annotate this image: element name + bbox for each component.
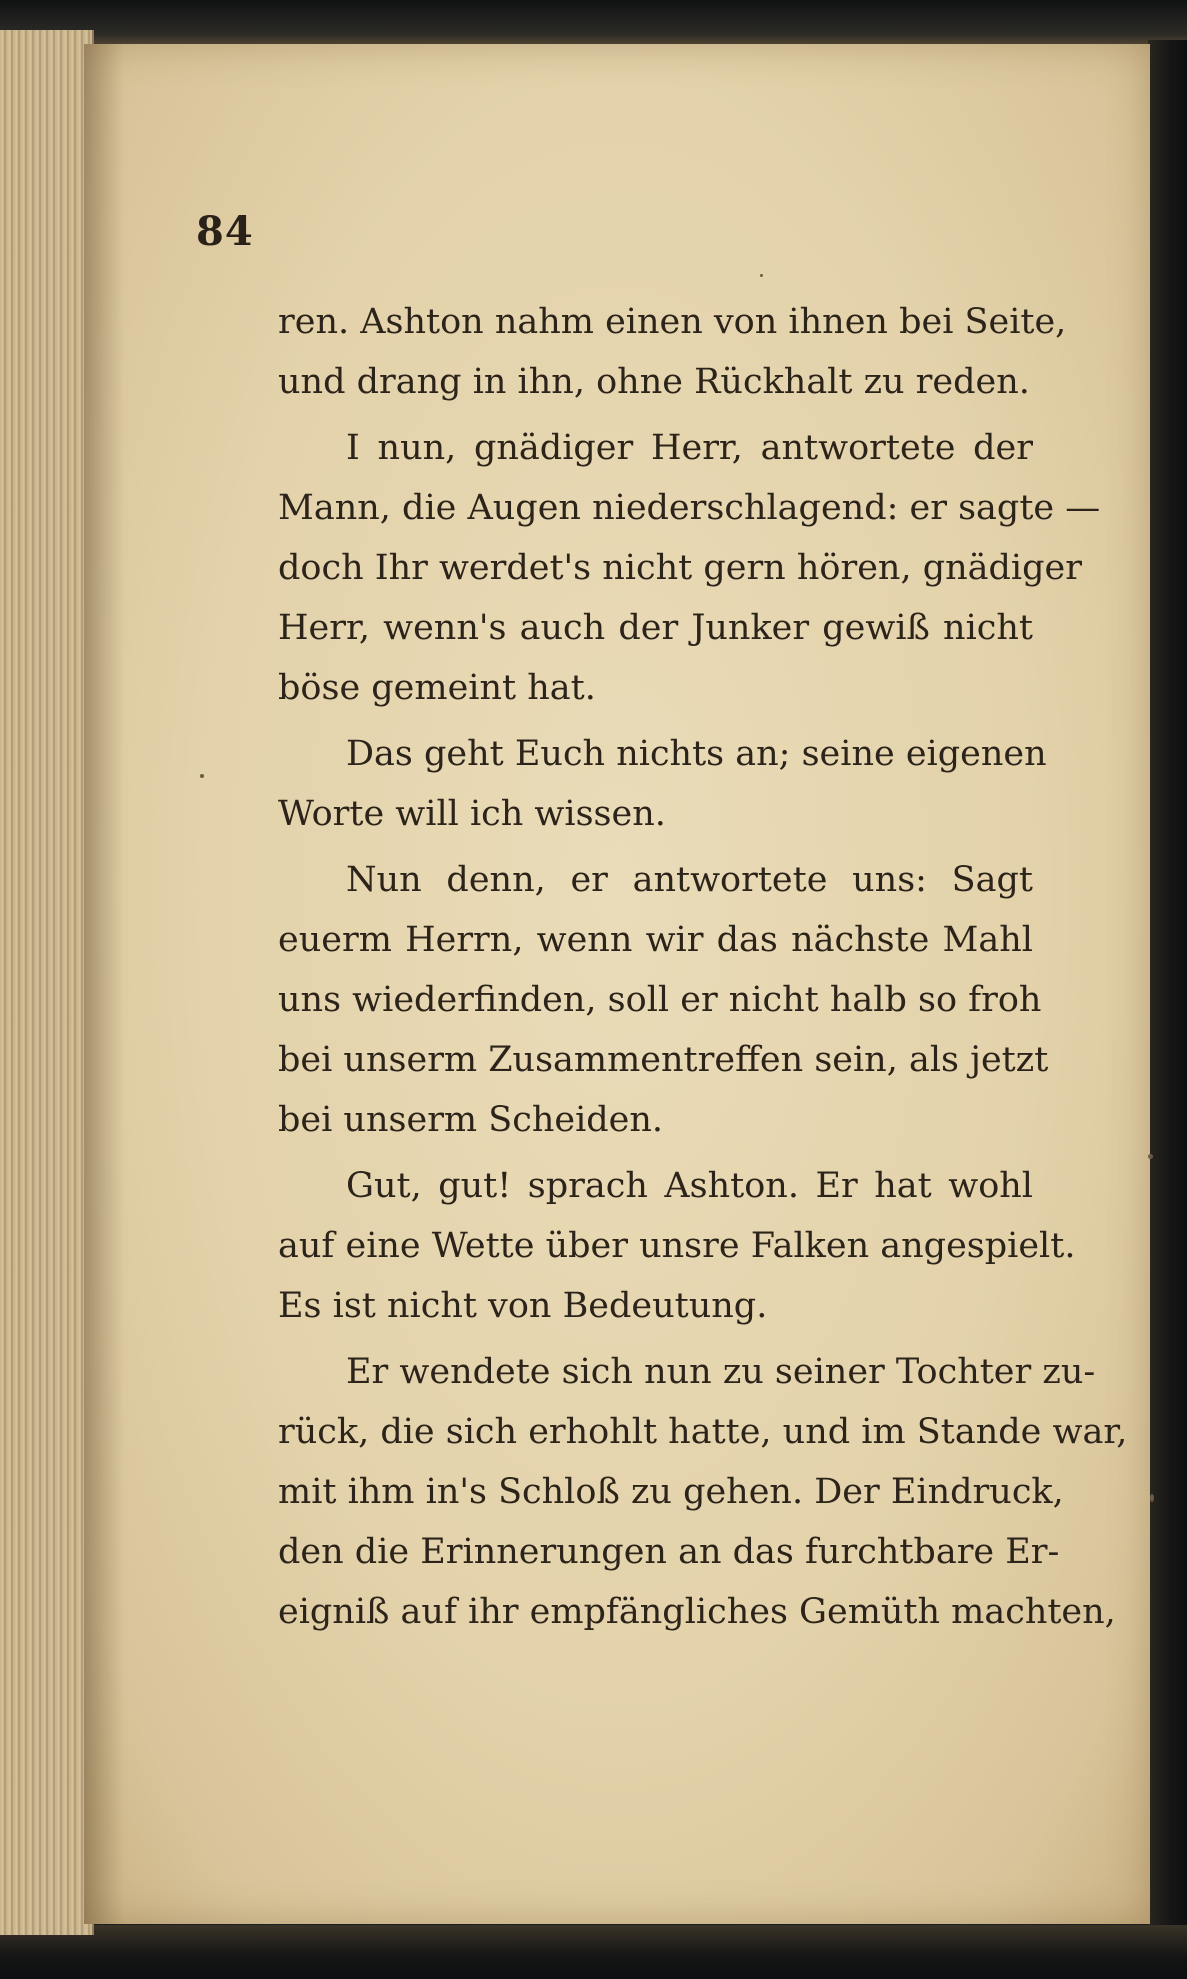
text-line: mit ihm in's Schloß zu gehen. Der Eindruck, <box>278 1472 1064 1512</box>
text-line: uns wiederfinden, soll er nicht halb so froh <box>278 980 1042 1020</box>
text-line: Nun denn, er antwortete uns: Sagt <box>346 860 1033 900</box>
paper-fleck <box>1150 1494 1154 1502</box>
text-line: den die Erinnerungen an das furchtbare Er- <box>278 1532 1060 1572</box>
text-line: ren. Ashton nahm einen von ihnen bei Seite, <box>278 302 1067 342</box>
body-text <box>278 292 1128 1642</box>
text-line: euerm Herrn, wenn wir das nächste Mahl <box>278 920 1033 960</box>
text-line: Worte will ich wissen. <box>278 794 666 834</box>
text-line: böse gemeint hat. <box>278 668 596 708</box>
paper-fleck <box>200 774 204 778</box>
text-line: Er wendete sich nun zu seiner Tochter zu- <box>346 1352 1096 1392</box>
text-line: und drang in ihn, ohne Rückhalt zu reden. <box>278 362 1030 402</box>
page-gutter-shadow <box>84 44 124 1924</box>
text-line: rück, die sich erhohlt hatte, und im Stande war, <box>278 1412 1128 1452</box>
page-edges <box>0 30 94 1935</box>
book-cover-bottom <box>0 1925 1187 1979</box>
text-line: Gut, gut! sprach Ashton. Er hat wohl <box>346 1166 1033 1206</box>
paragraph <box>278 418 1101 718</box>
paragraph <box>278 724 1047 844</box>
text-line: bei unserm Zusammentreffen sein, als jetzt <box>278 1040 1049 1080</box>
book-cover-right <box>1148 40 1187 1940</box>
paragraph <box>278 1156 1076 1336</box>
text-line: auf eine Wette über unsre Falken angespielt. <box>278 1226 1076 1266</box>
book-cover-top <box>0 0 1187 48</box>
text-line: doch Ihr werdet's nicht gern hören, gnädiger <box>278 548 1082 588</box>
paragraph <box>278 292 1067 412</box>
paragraph <box>278 1342 1128 1642</box>
text-line: bei unserm Scheiden. <box>278 1100 664 1140</box>
paper-fleck <box>760 274 763 277</box>
text-line: Das geht Euch nichts an; seine eigenen <box>346 734 1047 774</box>
text-line: eigniß auf ihr empfängliches Gemüth machten, <box>278 1592 1116 1632</box>
text-line: I nun, gnädiger Herr, antwortete der <box>346 428 1033 468</box>
paragraph <box>278 850 1049 1150</box>
text-line: Es ist nicht von Bedeutung. <box>278 1286 768 1326</box>
paper-fleck <box>1148 1154 1153 1159</box>
page-number: 84 <box>196 208 254 255</box>
text-line: Herr, wenn's auch der Junker gewiß nicht <box>278 608 1033 648</box>
text-line: Mann, die Augen niederschlagend: er sagte — <box>278 488 1101 528</box>
